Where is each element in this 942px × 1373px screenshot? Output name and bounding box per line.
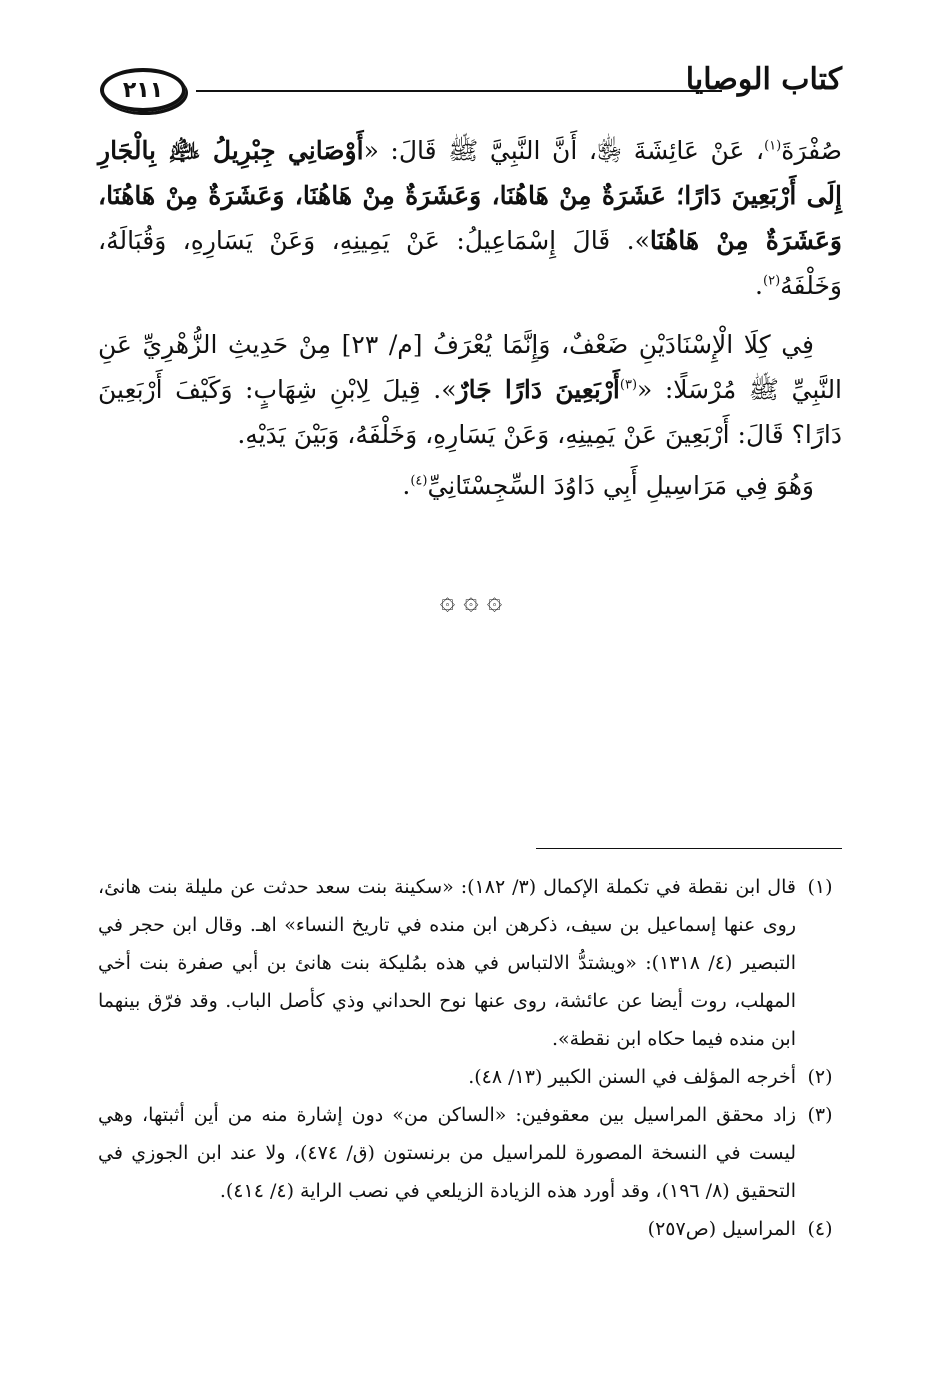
paragraph xyxy=(98,322,842,457)
footnote-text: زاد محقق المراسيل بين معقوفين: «الساكن من» دون إشارة منه من أين أثبتها، وهي ليست في النسخة المصورة للمراسيل من برنستون (ق/ ٤٧٤)، ولا عند ابن الجوزي في التحقيق (٨/ ١٩٦)، وقد أورد هذه الزيادة الزيلعي في نصب الراية (٤/ ٤١٤). xyxy=(98,1104,796,1202)
text-run: وَهُوَ فِي مَرَاسِيلِ أَبِي دَاوُدَ السِّجِسْتَانِيِّ xyxy=(427,471,814,500)
footnote-number: (٤) xyxy=(807,1218,833,1240)
footnote-separator xyxy=(536,848,842,849)
footnote xyxy=(98,868,844,1058)
footnotes xyxy=(98,868,844,1248)
text-run: صُفْرَةَ xyxy=(781,136,842,165)
footnote xyxy=(98,1058,844,1096)
footnote-text: المراسيل (ص٢٥٧) xyxy=(647,1218,796,1240)
text-run: ». قِيلَ لِابْنِ شِهَابٍ: وَكَيْفَ أَرْبَعِينَ دَارًا؟ قَالَ: أَرْبَعِينَ عَنْ يَمِينِهِ، وَعَنْ يَسَارِهِ، وَخَلْفَهُ، وَبَيْنَ يَدَيْهِ. xyxy=(98,375,842,449)
footnote-ref: (١) xyxy=(764,138,782,154)
footnote-ref: (٢) xyxy=(763,273,781,289)
page-header xyxy=(100,62,842,132)
page-number-badge xyxy=(100,68,186,112)
footnote-number: (٢) xyxy=(807,1066,833,1088)
text-run: . xyxy=(755,271,763,300)
footnote-text: أخرجه المؤلف في السنن الكبير (١٣/ ٤٨). xyxy=(468,1066,796,1088)
footnote-number: (١) xyxy=(807,876,833,898)
footnote-ref: (٣) xyxy=(619,377,638,393)
footnote-ref: (٤) xyxy=(410,473,428,489)
footnote xyxy=(98,1210,844,1248)
footnote-number: (٣) xyxy=(807,1104,833,1126)
footnote xyxy=(98,1096,844,1210)
text-run: ، عَنْ عَائِشَةَ ﵂، أَنَّ النَّبِيَّ ﷺ قَالَ: « xyxy=(363,136,765,165)
section-divider-ornament: ۞ ۞ ۞ xyxy=(439,586,503,616)
text-run: . xyxy=(402,471,411,500)
main-text xyxy=(98,128,842,508)
paragraph xyxy=(98,128,842,308)
text-run: ». قَالَ إِسْمَاعِيلُ: عَنْ يَمِينِهِ، وَعَنْ يَسَارِهِ، وَقُبَالَهُ، وَخَلْفَهُ xyxy=(98,226,842,300)
header-rule xyxy=(196,90,722,92)
hadith-quote: أَرْبَعِينَ دَارًا جَارٌ xyxy=(456,375,620,404)
page-number: ٢١١ xyxy=(122,77,164,103)
hadith-quote: أَوْصَانِي جِبْرِيلُ ﵇ بِالْجَارِ إِلَى أَرْبَعِينَ دَارًا؛ عَشَرَةٌ مِنْ هَاهُنَا، وَعَشَرَةٌ مِنْ هَاهُنَا، وَعَشَرَةٌ مِنْ هَاهُنَا، وَعَشَرَةٌ مِنْ هَاهُنَا xyxy=(98,136,842,255)
running-title: كتاب الوصايا xyxy=(685,62,842,97)
paragraph xyxy=(98,463,842,508)
footnote-text: قال ابن نقطة في تكملة الإكمال (٣/ ١٨٢): «سكينة بنت سعد حدثت عن مليلة بنت هانئ، روى عنها إسماعيل بن سيف، ذكرهن ابن منده في تاريخ النساء» اهـ. وقال ابن حجر في التبصير (٤/ ١٣١٨): «ويشتدُّ الالتباس في هذه بمُليكة بنت هانئ بن أبي صفرة بنت أخي المهلب، روت أيضا عن عائشة، روى عنها نوح الحداني وذي كأصل الباب. وقد فرّق بينهما ابن منده فيما حكاه ابن نقطة». xyxy=(98,876,796,1050)
text-run: فِي كِلَا الْإِسْنَادَيْنِ ضَعْفٌ، وَإِنَّمَا يُعْرَفُ [م/ ٢٣] مِنْ حَدِيثِ الزُّهْرِيِّ عَنِ النَّبِيِّ ﷺ مُرْسَلًا: « xyxy=(98,330,843,404)
